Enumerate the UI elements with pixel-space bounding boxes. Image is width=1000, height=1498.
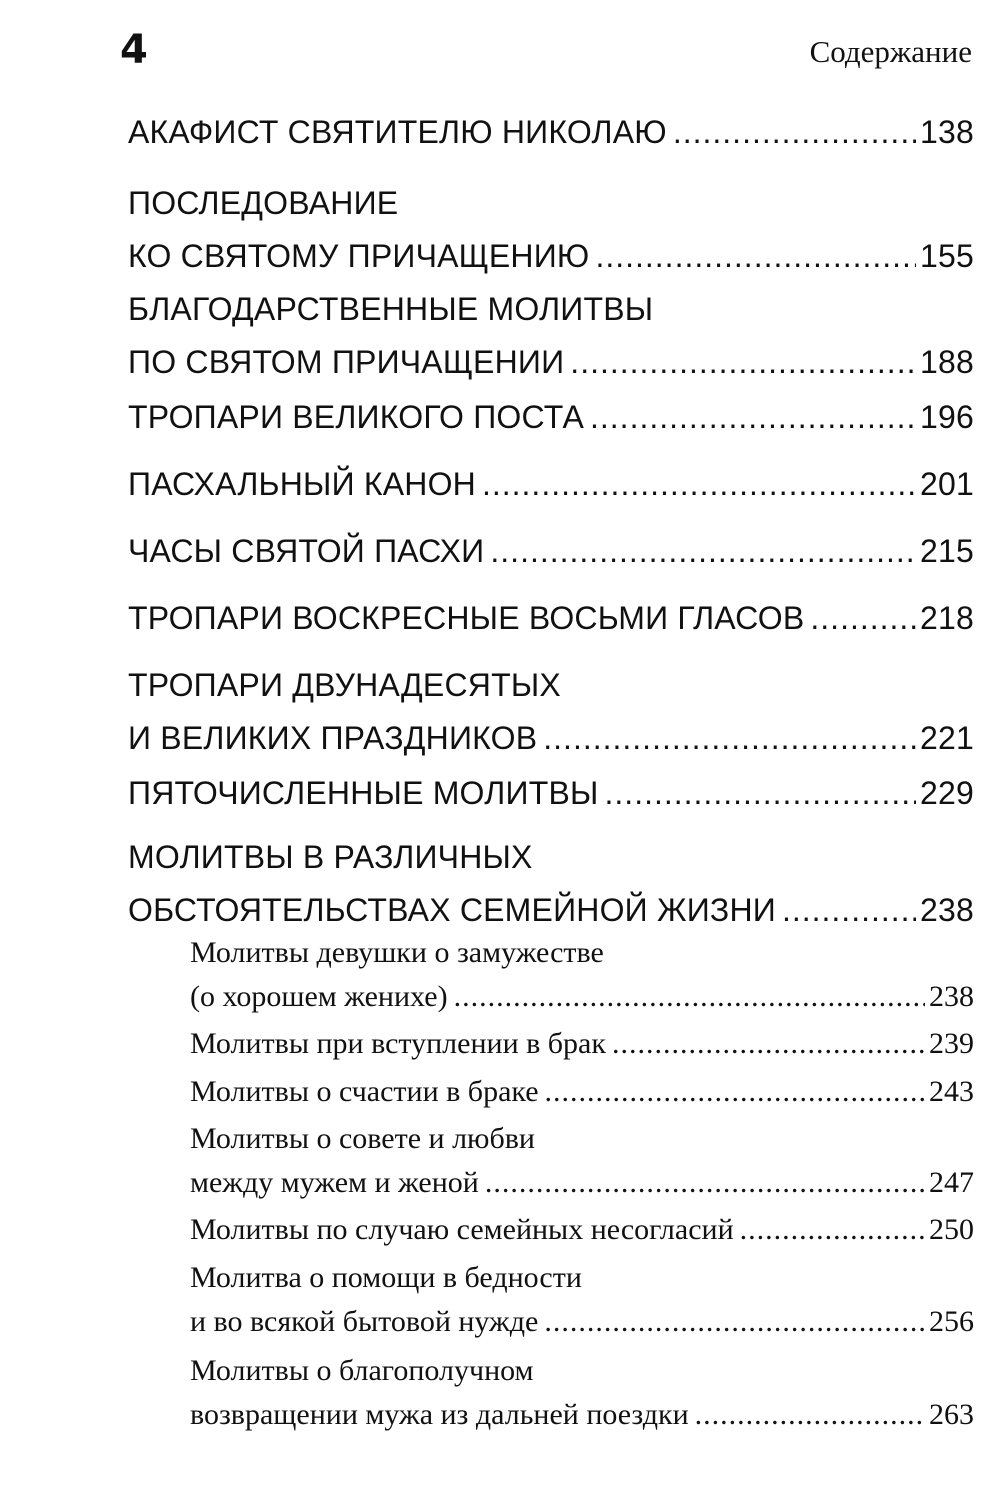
leader-dots bbox=[740, 1208, 925, 1252]
leader-dots bbox=[782, 884, 916, 937]
toc-entry-page: 215 bbox=[920, 533, 974, 569]
toc-entry-title: ПАСХАЛЬНЫЙ КАНОН bbox=[128, 466, 476, 502]
toc-entry-title: ПОСЛЕДОВАНИЕ bbox=[128, 185, 399, 221]
toc-entry bbox=[128, 106, 974, 159]
toc-subentry-title: Молитвы о счастии в браке bbox=[190, 1075, 539, 1108]
toc-entry-title: ЧАСЫ СВЯТОЙ ПАСХИ bbox=[128, 533, 485, 569]
toc-subentry-page: 247 bbox=[929, 1166, 974, 1199]
toc-entry-title-cont: КО СВЯТОМУ ПРИЧАЩЕНИЮ bbox=[128, 238, 590, 274]
toc-subentry-page: 239 bbox=[929, 1027, 974, 1060]
leader-dots bbox=[810, 592, 916, 645]
toc-subentry bbox=[190, 931, 974, 1019]
toc-subentry-page: 256 bbox=[929, 1305, 974, 1338]
toc-entry-page: 201 bbox=[920, 466, 974, 502]
toc-subentry bbox=[190, 1349, 974, 1437]
leader-dots bbox=[605, 767, 916, 820]
leader-dots bbox=[543, 712, 916, 765]
toc-entry bbox=[128, 659, 974, 765]
toc-entry-page: 155 bbox=[920, 238, 974, 274]
toc-subentry-title-cont: между мужем и женой bbox=[190, 1166, 479, 1199]
toc-entry-title: ТРОПАРИ ВЕЛИКОГО ПОСТА bbox=[128, 399, 584, 435]
toc-subentry-title-cont: (о хорошем женихе) bbox=[190, 980, 448, 1013]
leader-dots bbox=[482, 458, 916, 511]
toc-subentry bbox=[190, 1256, 974, 1344]
toc-entry-page: 218 bbox=[920, 600, 974, 636]
toc-subentry-title: Молитвы по случаю семейных несогласий bbox=[190, 1213, 734, 1246]
toc-entry-title-cont: И ВЕЛИКИХ ПРАЗДНИКОВ bbox=[128, 720, 538, 756]
toc-entry-title: ТРОПАРИ ВОСКРЕСНЫЕ ВОСЬМИ ГЛАСОВ bbox=[128, 600, 805, 636]
leader-dots bbox=[595, 230, 916, 283]
leader-dots bbox=[673, 106, 916, 159]
toc-subentry-title: Молитвы при вступлении в брак bbox=[190, 1027, 606, 1060]
toc-entry bbox=[128, 391, 974, 444]
toc-subentry-title: Молитвы о совете и любви bbox=[190, 1122, 535, 1155]
toc-entry-page: 229 bbox=[920, 775, 974, 811]
leader-dots bbox=[590, 391, 916, 444]
toc-subentry-title: Молитвы девушки о замужестве bbox=[190, 936, 604, 969]
toc-entry bbox=[128, 831, 974, 937]
page-number: 4 bbox=[120, 27, 148, 73]
toc-subentry-page: 263 bbox=[929, 1398, 974, 1431]
toc-entry bbox=[128, 283, 974, 389]
toc-entry-page: 196 bbox=[920, 399, 974, 435]
toc-entry-title-cont: ПО СВЯТОМ ПРИЧАЩЕНИИ bbox=[128, 344, 565, 380]
toc-subentry-page: 250 bbox=[929, 1213, 974, 1246]
toc-subentry bbox=[190, 1117, 974, 1205]
toc-entry-title: АКАФИСТ СВЯТИТЕЛЮ НИКОЛАЮ bbox=[128, 114, 667, 150]
toc-entry bbox=[128, 177, 974, 283]
toc-entry-page: 138 bbox=[920, 114, 974, 150]
toc-entry-page: 188 bbox=[920, 344, 974, 380]
leader-dots bbox=[545, 1070, 925, 1114]
leader-dots bbox=[695, 1393, 925, 1437]
leader-dots bbox=[485, 1161, 925, 1205]
toc-entry-title: БЛАГОДАРСТВЕННЫЕ МОЛИТВЫ bbox=[128, 291, 654, 327]
toc-entry-page: 221 bbox=[920, 720, 974, 756]
toc-entry-title: МОЛИТВЫ В РАЗЛИЧНЫХ bbox=[128, 839, 533, 875]
toc-entry-page: 238 bbox=[920, 892, 974, 928]
toc-subentry bbox=[190, 1022, 974, 1066]
toc-subentry-page: 238 bbox=[929, 980, 974, 1013]
toc-entry bbox=[128, 767, 974, 820]
toc-entry-title: ТРОПАРИ ДВУНАДЕСЯТЫХ bbox=[128, 667, 561, 703]
toc-subentry bbox=[190, 1208, 974, 1252]
leader-dots bbox=[544, 1300, 925, 1344]
toc-subentry bbox=[190, 1070, 974, 1114]
leader-dots bbox=[612, 1022, 925, 1066]
toc-subentry-title: Молитва о помощи в бедности bbox=[190, 1261, 582, 1294]
toc-subentry-page: 243 bbox=[929, 1075, 974, 1108]
toc-entry bbox=[128, 525, 974, 578]
toc-entry-title-cont: ОБСТОЯТЕЛЬСТВАХ СЕМЕЙНОЙ ЖИЗНИ bbox=[128, 892, 776, 928]
toc-entry bbox=[128, 458, 974, 511]
toc-entry bbox=[128, 592, 974, 645]
running-head: Содержание bbox=[809, 34, 972, 69]
toc-entry-title: ПЯТОЧИСЛЕННЫЕ МОЛИТВЫ bbox=[128, 775, 599, 811]
toc-subentry-title-cont: и во всякой бытовой нужде bbox=[190, 1305, 539, 1338]
leader-dots bbox=[570, 336, 916, 389]
leader-dots bbox=[490, 525, 916, 578]
toc-subentry-title: Молитвы о благополучном bbox=[190, 1354, 534, 1387]
leader-dots bbox=[454, 975, 925, 1019]
toc-subentry-title-cont: возвращении мужа из дальней поездки bbox=[190, 1398, 689, 1431]
